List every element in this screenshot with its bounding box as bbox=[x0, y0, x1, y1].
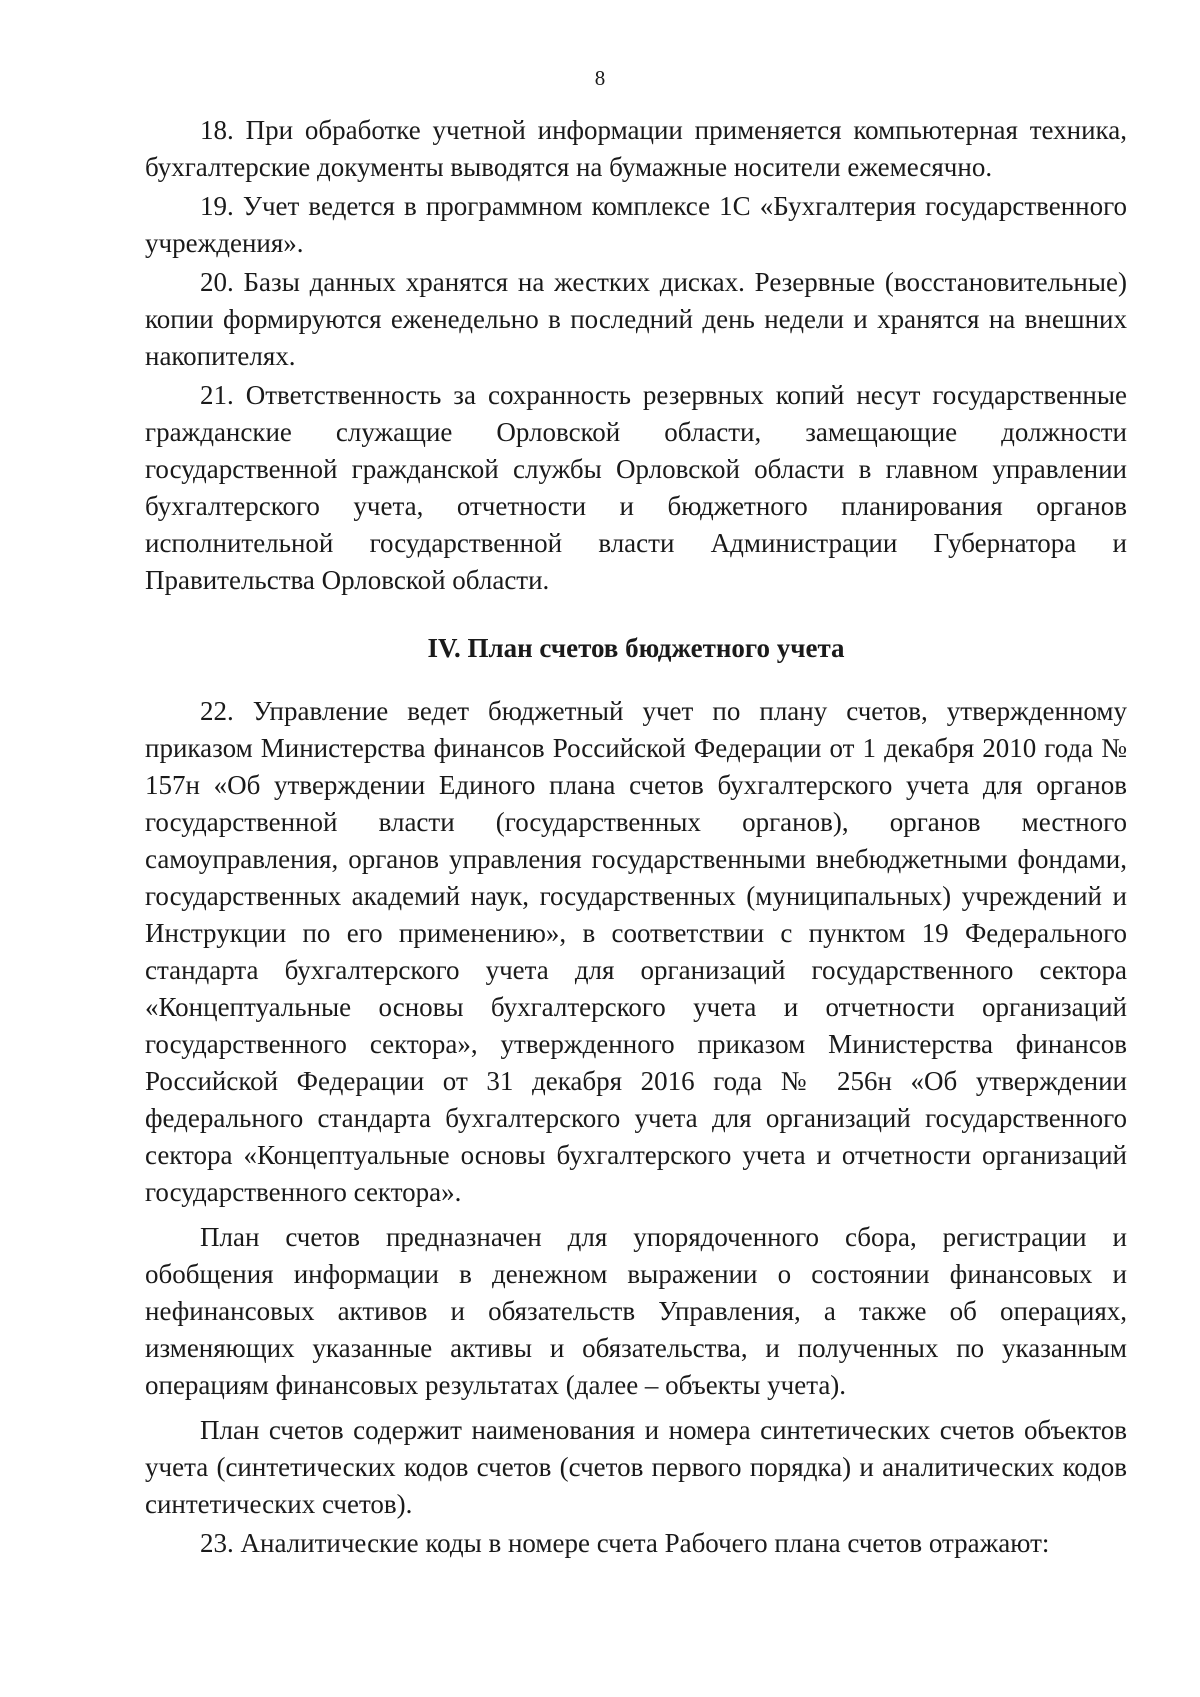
paragraph-19: 19. Учет ведется в программном комплексе 1С «Бухгалтерия государственного учреждения». bbox=[145, 191, 1127, 258]
paragraph-23: 23. Аналитические коды в номере счета Рабочего плана счетов отражают: bbox=[200, 1528, 1050, 1558]
paragraph-22: 22. Управление ведет бюджетный учет по плану счетов, утвержденному приказом Министерства финансов Российской Федерации от 1 декабря 2010 года № 157н «Об утверждении Единого плана счетов бухгалтерского учета для органов государственной власти (государственных органов), органов местного самоуправления, органов управления государственными внебюджетными фондами, государственных академий наук, государственных (муниципальных) учреждений и Инструкции по его применению», в соответствии с пунктом 19 Федерального стандарта бухгалтерского учета для организаций государственного сектора «Концептуальные основы бухгалтерского учета и отчетности организаций государственного сектора», утвержденного приказом Министерства финансов Российской Федерации от 31 декабря 2016 года № 256н «Об утверждении федерального стандарта бухгалтерского учета для организаций государственного сектора «Концептуальные основы бухгалтерского учета и отчетности организаций государственного сектора». bbox=[145, 696, 1127, 1207]
page-number: 8 bbox=[594, 66, 606, 90]
paragraph-18: 18. При обработке учетной информации применяется компьютерная техника, бухгалтерские документы выводятся на бумажные носители ежемесячно. bbox=[145, 115, 1127, 182]
paragraph-21: 21. Ответственность за сохранность резервных копий несут государственные гражданские служащие Орловской области, замещающие должности государственной гражданской службы Орловской области в главном управлении бухгалтерского учета, отчетности и бюджетного планирования органов исполнительной государственной власти Администрации Губернатора и Правительства Орловской области. bbox=[145, 380, 1127, 595]
paragraph-20: 20. Базы данных хранятся на жестких дисках. Резервные (восстановительные) копии формируются еженедельно в последний день недели и хранятся на внешних накопителях. bbox=[145, 267, 1127, 371]
document-body bbox=[145, 112, 1127, 1562]
paragraph-plan-contents: План счетов содержит наименования и номера синтетических счетов объектов учета (синтетических кодов счетов (счетов первого порядка) и аналитических кодов синтетических счетов). bbox=[145, 1415, 1127, 1519]
section-heading: IV. План счетов бюджетного учета bbox=[427, 633, 845, 663]
paragraph-plan-purpose: План счетов предназначен для упорядоченного сбора, регистрации и обобщения информации в денежном выражении о состоянии финансовых и нефинансовых активов и обязательств Управления, а также об операциях, изменяющих указанные активы и обязательства, и полученных по указанным операциям финансовых результатах (далее – объекты учета). bbox=[145, 1222, 1127, 1400]
